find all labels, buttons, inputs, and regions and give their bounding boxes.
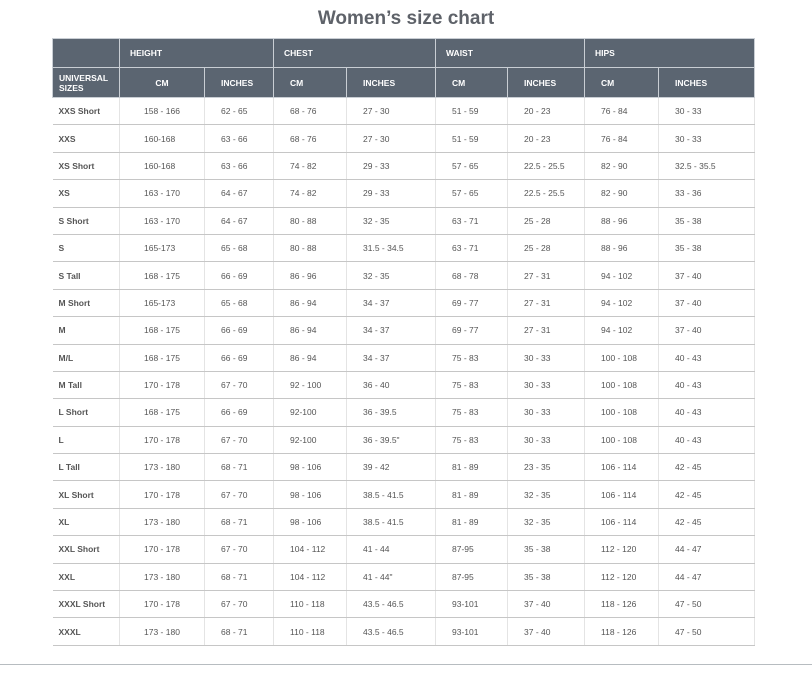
unit-header-waist-cm: CM xyxy=(436,68,508,98)
cell-chest-inches: 38.5 - 41.5 xyxy=(347,508,436,535)
cell-waist-inches: 30 - 33 xyxy=(508,426,585,453)
table-row xyxy=(53,536,755,563)
cell-hips-cm: 82 - 90 xyxy=(585,152,659,179)
cell-waist-inches: 32 - 35 xyxy=(508,481,585,508)
unit-header-hips-inches: INCHES xyxy=(659,68,755,98)
cell-size: XXS xyxy=(53,125,120,152)
cell-chest-cm: 98 - 106 xyxy=(274,481,347,508)
table-row xyxy=(53,98,755,125)
cell-size: M/L xyxy=(53,344,120,371)
unit-header-chest-inches: INCHES xyxy=(347,68,436,98)
cell-chest-inches: 29 - 33 xyxy=(347,180,436,207)
cell-chest-cm: 86 - 94 xyxy=(274,317,347,344)
cell-waist-cm: 51 - 59 xyxy=(436,98,508,125)
cell-waist-cm: 57 - 65 xyxy=(436,152,508,179)
group-header-waist: WAIST xyxy=(436,39,585,68)
cell-size: XXXL xyxy=(53,618,120,645)
cell-waist-inches: 35 - 38 xyxy=(508,563,585,590)
universal-sizes-line2: SIZES xyxy=(59,82,84,93)
cell-chest-inches: 43.5 - 46.5 xyxy=(347,618,436,645)
cell-chest-cm: 68 - 76 xyxy=(274,125,347,152)
cell-hips-cm: 100 - 108 xyxy=(585,344,659,371)
group-header-chest: CHEST xyxy=(274,39,436,68)
table-row xyxy=(53,180,755,207)
cell-hips-inches: 32.5 - 35.5 xyxy=(659,152,755,179)
cell-hips-inches: 47 - 50 xyxy=(659,618,755,645)
cell-hips-inches: 37 - 40 xyxy=(659,317,755,344)
cell-chest-cm: 92-100 xyxy=(274,399,347,426)
cell-hips-cm: 100 - 108 xyxy=(585,371,659,398)
cell-height-inches: 68 - 71 xyxy=(205,454,274,481)
group-header-row xyxy=(53,39,755,68)
cell-waist-inches: 23 - 35 xyxy=(508,454,585,481)
cell-height-cm: 170 - 178 xyxy=(120,481,205,508)
cell-hips-inches: 44 - 47 xyxy=(659,563,755,590)
table-row xyxy=(53,152,755,179)
cell-hips-cm: 94 - 102 xyxy=(585,289,659,316)
cell-height-inches: 67 - 70 xyxy=(205,426,274,453)
cell-waist-cm: 93-101 xyxy=(436,591,508,618)
group-header-hips: HIPS xyxy=(585,39,755,68)
cell-chest-cm: 80 - 88 xyxy=(274,207,347,234)
cell-height-inches: 66 - 69 xyxy=(205,344,274,371)
cell-waist-cm: 81 - 89 xyxy=(436,481,508,508)
cell-waist-cm: 68 - 78 xyxy=(436,262,508,289)
cell-hips-inches: 35 - 38 xyxy=(659,234,755,261)
cell-chest-cm: 98 - 106 xyxy=(274,454,347,481)
cell-height-cm: 163 - 170 xyxy=(120,180,205,207)
cell-height-cm: 165-173 xyxy=(120,234,205,261)
cell-height-inches: 67 - 70 xyxy=(205,591,274,618)
table-row xyxy=(53,454,755,481)
cell-height-inches: 62 - 65 xyxy=(205,98,274,125)
table-row xyxy=(53,481,755,508)
cell-size: S Short xyxy=(53,207,120,234)
cell-size: XL Short xyxy=(53,481,120,508)
cell-waist-cm: 87-95 xyxy=(436,536,508,563)
cell-chest-inches: 29 - 33 xyxy=(347,152,436,179)
cell-chest-inches: 34 - 37 xyxy=(347,344,436,371)
cell-height-inches: 68 - 71 xyxy=(205,563,274,590)
cell-chest-inches: 43.5 - 46.5 xyxy=(347,591,436,618)
cell-height-inches: 68 - 71 xyxy=(205,508,274,535)
cell-waist-inches: 20 - 23 xyxy=(508,98,585,125)
cell-hips-cm: 100 - 108 xyxy=(585,426,659,453)
unit-header-height-cm: CM xyxy=(120,68,205,98)
table-row xyxy=(53,563,755,590)
cell-hips-cm: 106 - 114 xyxy=(585,508,659,535)
cell-chest-inches: 27 - 30 xyxy=(347,125,436,152)
cell-height-cm: 170 - 178 xyxy=(120,591,205,618)
cell-waist-inches: 27 - 31 xyxy=(508,289,585,316)
cell-waist-inches: 32 - 35 xyxy=(508,508,585,535)
universal-sizes-line1: UNIVERSAL xyxy=(59,72,109,83)
cell-size: L Short xyxy=(53,399,120,426)
cell-chest-inches: 38.5 - 41.5 xyxy=(347,481,436,508)
table-row xyxy=(53,262,755,289)
cell-chest-cm: 92 - 100 xyxy=(274,371,347,398)
cell-waist-cm: 81 - 89 xyxy=(436,454,508,481)
table-row xyxy=(53,344,755,371)
cell-hips-inches: 33 - 36 xyxy=(659,180,755,207)
cell-hips-cm: 106 - 114 xyxy=(585,481,659,508)
unit-header-row xyxy=(53,68,755,98)
table-row xyxy=(53,508,755,535)
cell-hips-cm: 112 - 120 xyxy=(585,563,659,590)
cell-chest-inches: 31.5 - 34.5 xyxy=(347,234,436,261)
cell-hips-inches: 42 - 45 xyxy=(659,481,755,508)
cell-chest-cm: 110 - 118 xyxy=(274,618,347,645)
cell-chest-inches: 36 - 39.5 xyxy=(347,399,436,426)
universal-sizes-header xyxy=(53,68,120,98)
cell-chest-cm: 110 - 118 xyxy=(274,591,347,618)
cell-height-inches: 65 - 68 xyxy=(205,289,274,316)
cell-size: XXL xyxy=(53,563,120,590)
cell-hips-inches: 42 - 45 xyxy=(659,508,755,535)
header-corner xyxy=(53,39,120,68)
cell-size: S xyxy=(53,234,120,261)
cell-height-cm: 168 - 175 xyxy=(120,317,205,344)
table-row xyxy=(53,371,755,398)
cell-height-cm: 168 - 175 xyxy=(120,262,205,289)
cell-height-cm: 170 - 178 xyxy=(120,371,205,398)
cell-chest-cm: 92-100 xyxy=(274,426,347,453)
cell-waist-inches: 30 - 33 xyxy=(508,371,585,398)
cell-waist-cm: 87-95 xyxy=(436,563,508,590)
cell-height-cm: 168 - 175 xyxy=(120,344,205,371)
cell-chest-cm: 80 - 88 xyxy=(274,234,347,261)
cell-waist-inches: 22.5 - 25.5 xyxy=(508,152,585,179)
cell-height-cm: 170 - 178 xyxy=(120,426,205,453)
cell-waist-inches: 25 - 28 xyxy=(508,234,585,261)
cell-hips-cm: 88 - 96 xyxy=(585,234,659,261)
table-row xyxy=(53,618,755,645)
cell-hips-cm: 82 - 90 xyxy=(585,180,659,207)
table-row xyxy=(53,125,755,152)
cell-size: M Tall xyxy=(53,371,120,398)
cell-size: XS xyxy=(53,180,120,207)
cell-height-cm: 170 - 178 xyxy=(120,536,205,563)
cell-waist-cm: 69 - 77 xyxy=(436,317,508,344)
cell-chest-inches: 32 - 35 xyxy=(347,207,436,234)
cell-height-inches: 64 - 67 xyxy=(205,207,274,234)
cell-hips-cm: 76 - 84 xyxy=(585,98,659,125)
table-row xyxy=(53,207,755,234)
cell-height-inches: 68 - 71 xyxy=(205,618,274,645)
size-chart-body xyxy=(53,98,755,646)
cell-hips-cm: 88 - 96 xyxy=(585,207,659,234)
cell-height-inches: 66 - 69 xyxy=(205,317,274,344)
cell-waist-cm: 75 - 83 xyxy=(436,371,508,398)
cell-waist-inches: 37 - 40 xyxy=(508,618,585,645)
cell-chest-cm: 86 - 94 xyxy=(274,289,347,316)
cell-waist-inches: 30 - 33 xyxy=(508,344,585,371)
cell-hips-inches: 40 - 43 xyxy=(659,399,755,426)
cell-height-inches: 67 - 70 xyxy=(205,481,274,508)
cell-size: XXS Short xyxy=(53,98,120,125)
cell-size: S Tall xyxy=(53,262,120,289)
cell-hips-inches: 35 - 38 xyxy=(659,207,755,234)
cell-chest-inches: 34 - 37 xyxy=(347,317,436,344)
size-chart-table xyxy=(52,38,755,646)
cell-waist-inches: 35 - 38 xyxy=(508,536,585,563)
cell-hips-cm: 76 - 84 xyxy=(585,125,659,152)
cell-height-cm: 160-168 xyxy=(120,125,205,152)
cell-height-cm: 163 - 170 xyxy=(120,207,205,234)
cell-waist-cm: 93-101 xyxy=(436,618,508,645)
cell-hips-cm: 112 - 120 xyxy=(585,536,659,563)
cell-size: L Tall xyxy=(53,454,120,481)
cell-waist-cm: 75 - 83 xyxy=(436,399,508,426)
cell-hips-inches: 42 - 45 xyxy=(659,454,755,481)
cell-chest-cm: 104 - 112 xyxy=(274,563,347,590)
cell-size: XL xyxy=(53,508,120,535)
cell-size: L xyxy=(53,426,120,453)
cell-hips-inches: 47 - 50 xyxy=(659,591,755,618)
cell-height-inches: 66 - 69 xyxy=(205,399,274,426)
cell-waist-cm: 81 - 89 xyxy=(436,508,508,535)
cell-size: XXXL Short xyxy=(53,591,120,618)
cell-height-cm: 165-173 xyxy=(120,289,205,316)
cell-waist-cm: 51 - 59 xyxy=(436,125,508,152)
cell-chest-inches: 41 - 44 xyxy=(347,536,436,563)
cell-hips-cm: 94 - 102 xyxy=(585,317,659,344)
cell-hips-inches: 30 - 33 xyxy=(659,125,755,152)
cell-chest-inches: 36 - 40 xyxy=(347,371,436,398)
page-title: Women’s size chart xyxy=(317,8,495,29)
cell-hips-cm: 106 - 114 xyxy=(585,454,659,481)
cell-waist-inches: 30 - 33 xyxy=(508,399,585,426)
cell-height-inches: 63 - 66 xyxy=(205,125,274,152)
cell-hips-cm: 94 - 102 xyxy=(585,262,659,289)
cell-height-cm: 160-168 xyxy=(120,152,205,179)
cell-height-cm: 173 - 180 xyxy=(120,618,205,645)
table-row xyxy=(53,399,755,426)
cell-height-inches: 66 - 69 xyxy=(205,262,274,289)
cell-height-inches: 65 - 68 xyxy=(205,234,274,261)
cell-waist-cm: 57 - 65 xyxy=(436,180,508,207)
unit-header-height-inches: INCHES xyxy=(205,68,274,98)
cell-height-cm: 158 - 166 xyxy=(120,98,205,125)
group-header-height: HEIGHT xyxy=(120,39,274,68)
cell-hips-cm: 100 - 108 xyxy=(585,399,659,426)
cell-waist-cm: 75 - 83 xyxy=(436,344,508,371)
cell-hips-inches: 44 - 47 xyxy=(659,536,755,563)
cell-chest-cm: 104 - 112 xyxy=(274,536,347,563)
cell-height-cm: 168 - 175 xyxy=(120,399,205,426)
bottom-divider xyxy=(0,664,812,665)
cell-hips-inches: 37 - 40 xyxy=(659,262,755,289)
cell-hips-inches: 37 - 40 xyxy=(659,289,755,316)
cell-chest-cm: 74 - 82 xyxy=(274,180,347,207)
cell-chest-inches: 32 - 35 xyxy=(347,262,436,289)
cell-waist-inches: 27 - 31 xyxy=(508,262,585,289)
cell-hips-inches: 30 - 33 xyxy=(659,98,755,125)
cell-waist-cm: 63 - 71 xyxy=(436,234,508,261)
cell-chest-cm: 86 - 94 xyxy=(274,344,347,371)
table-row xyxy=(53,591,755,618)
cell-height-inches: 64 - 67 xyxy=(205,180,274,207)
cell-height-inches: 67 - 70 xyxy=(205,536,274,563)
cell-hips-cm: 118 - 126 xyxy=(585,618,659,645)
cell-height-inches: 67 - 70 xyxy=(205,371,274,398)
cell-size: M Short xyxy=(53,289,120,316)
cell-hips-cm: 118 - 126 xyxy=(585,591,659,618)
cell-waist-inches: 27 - 31 xyxy=(508,317,585,344)
cell-chest-cm: 68 - 76 xyxy=(274,98,347,125)
unit-header-waist-inches: INCHES xyxy=(508,68,585,98)
cell-waist-cm: 69 - 77 xyxy=(436,289,508,316)
cell-chest-inches: 27 - 30 xyxy=(347,98,436,125)
cell-hips-inches: 40 - 43 xyxy=(659,344,755,371)
cell-height-inches: 63 - 66 xyxy=(205,152,274,179)
cell-chest-inches: 34 - 37 xyxy=(347,289,436,316)
cell-waist-inches: 22.5 - 25.5 xyxy=(508,180,585,207)
unit-header-chest-cm: CM xyxy=(274,68,347,98)
cell-size: XS Short xyxy=(53,152,120,179)
cell-height-cm: 173 - 180 xyxy=(120,508,205,535)
cell-hips-inches: 40 - 43 xyxy=(659,426,755,453)
cell-waist-inches: 37 - 40 xyxy=(508,591,585,618)
cell-size: M xyxy=(53,317,120,344)
cell-size: XXL Short xyxy=(53,536,120,563)
table-row xyxy=(53,426,755,453)
cell-chest-cm: 86 - 96 xyxy=(274,262,347,289)
cell-height-cm: 173 - 180 xyxy=(120,454,205,481)
cell-chest-inches: 41 - 44" xyxy=(347,563,436,590)
cell-waist-cm: 75 - 83 xyxy=(436,426,508,453)
cell-waist-inches: 20 - 23 xyxy=(508,125,585,152)
cell-waist-inches: 25 - 28 xyxy=(508,207,585,234)
cell-height-cm: 173 - 180 xyxy=(120,563,205,590)
table-row xyxy=(53,234,755,261)
cell-chest-inches: 39 - 42 xyxy=(347,454,436,481)
table-row xyxy=(53,317,755,344)
cell-chest-inches: 36 - 39.5" xyxy=(347,426,436,453)
unit-header-hips-cm: CM xyxy=(585,68,659,98)
table-row xyxy=(53,289,755,316)
cell-chest-cm: 98 - 106 xyxy=(274,508,347,535)
cell-hips-inches: 40 - 43 xyxy=(659,371,755,398)
cell-waist-cm: 63 - 71 xyxy=(436,207,508,234)
cell-chest-cm: 74 - 82 xyxy=(274,152,347,179)
